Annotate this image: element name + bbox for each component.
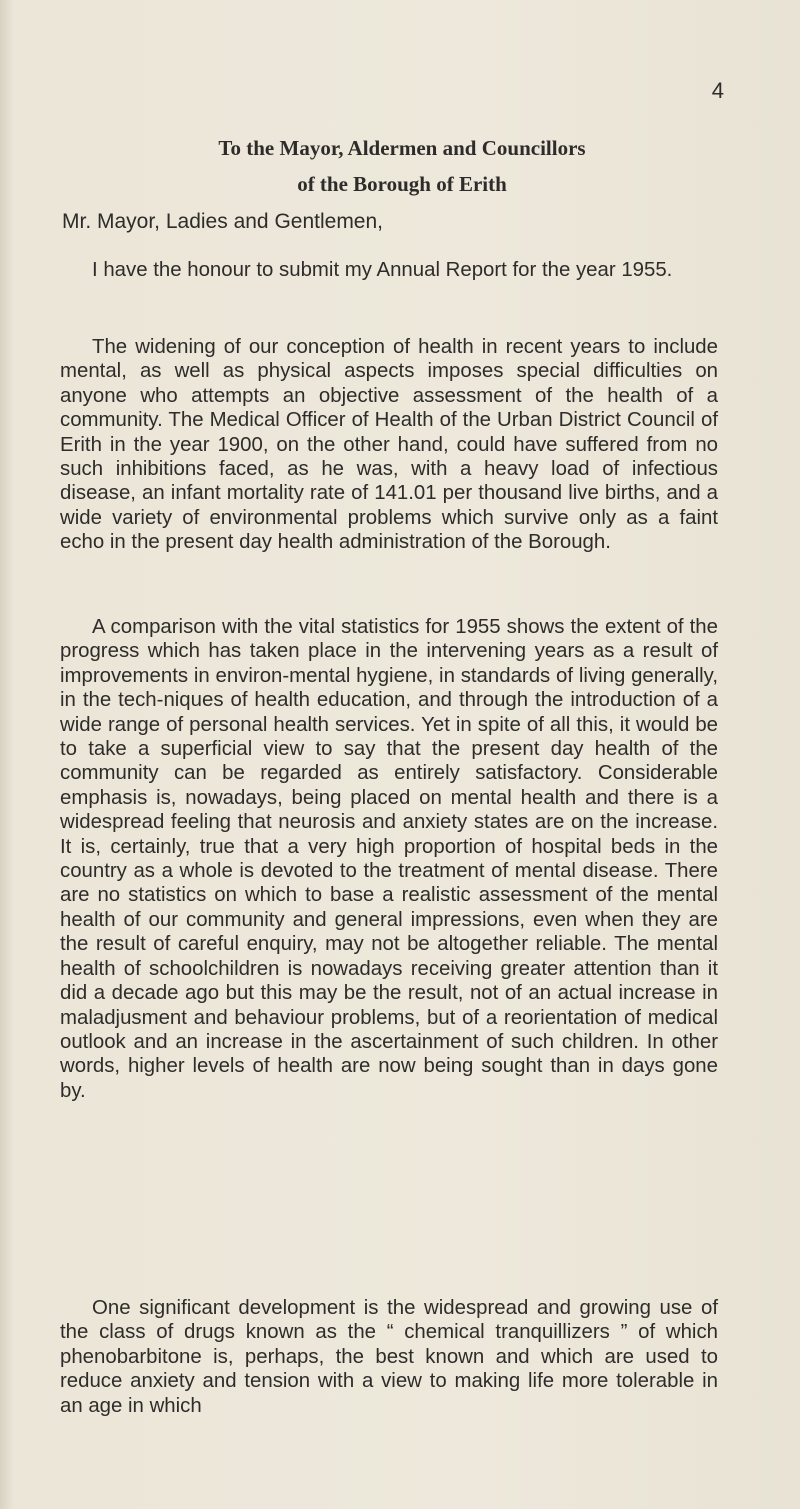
paragraph-4 xyxy=(60,1296,718,1418)
paragraph-1 xyxy=(60,258,718,282)
paragraph-text: A comparison with the vital statistics for 1955 shows the extent of the progress which has taken place in the intervening years as a result of improvements in environ-mental hygiene, in standards of living generally, in the tech-niques of health education, and through the introduction of a wide range of personal health services. Yet in spite of all this, it would be to take a superficial view to say that the present day health of the community can be regarded as entirely satisfactory. Considerable emphasis is, nowadays, being placed on mental health and there is a widespread feeling that neurosis and anxiety states are on the increase. It is, certainly, true that a very high proportion of hospital beds in the country as a whole is devoted to the treatment of mental disease. There are no statistics on which to base a realistic assessment of the mental health of our community and general impressions, even when they are the result of careful enquiry, may not be altogether reliable. The mental health of schoolchildren is nowadays receiving greater attention than it did a decade ago but this may be the result, not of an actual increase in maladjusment and behaviour problems, but of a reorientation of medical outlook and an increase in the ascertainment of such children. In other words, higher levels of health are now being sought than in days gone by. xyxy=(60,616,718,1102)
heading-line-2: of the Borough of Erith xyxy=(297,172,507,196)
paragraph-text: I have the honour to submit my Annual Report for the year 1955. xyxy=(92,259,673,281)
salutation: Mr. Mayor, Ladies and Gentlemen, xyxy=(62,210,383,233)
paragraph-text: The widening of our conception of health in recent years to include mental, as well as physical aspects imposes special difficulties on anyone who attempts an objective assessment of the health of a community. The Medical Officer of Health of the Urban District Council of Erith in the year 1900, on the other hand, could have suffered from no such inhibitions faced, as he was, with a heavy load of infectious disease, an infant mortality rate of 141.01 per thousand live births, and a wide variety of environmental problems which survive only as a faint echo in the present day health administration of the Borough. xyxy=(60,336,718,554)
paragraph-2 xyxy=(60,335,718,555)
paragraph-text: One significant development is the widespread and growing use of the class of drugs known as the “ chemical tranquillizers ” of which phenobarbitone is, perhaps, the best known and which are used to reduce anxiety and tension with a view to making life more tolerable in an age in which xyxy=(60,1297,718,1417)
heading-line-1: To the Mayor, Aldermen and Councillors xyxy=(218,136,586,160)
report-heading xyxy=(0,130,800,202)
paragraph-3 xyxy=(60,615,718,1103)
page-number: 4 xyxy=(711,78,724,103)
